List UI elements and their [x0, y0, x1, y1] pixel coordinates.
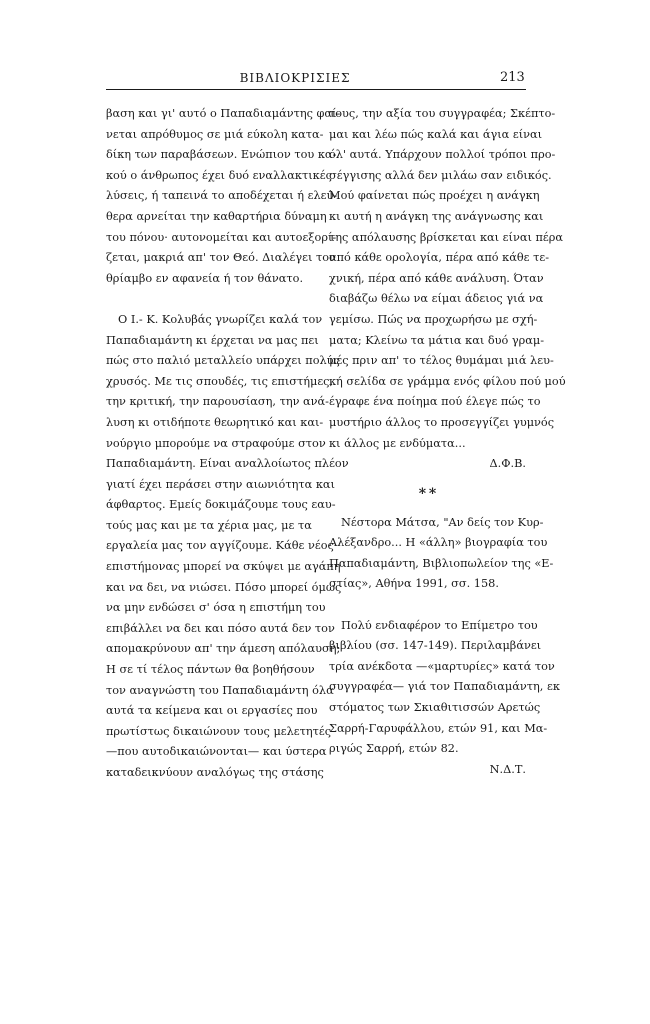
page-number: 213	[500, 70, 525, 85]
text-line: ματα; Κλείνω τα μάτια και δυό γραμ-	[329, 333, 545, 347]
text-line: πρωτίστως δικαιώνουν τους μελετητές	[106, 724, 332, 738]
text-line: χρυσός. Με τις σπουδές, τις επιστήμες,	[106, 374, 334, 388]
text-line: λύσεις, ή ταπεινά το αποδέχεται ή ελεύ-	[106, 189, 338, 203]
author-initials: Δ.Φ.Β.	[489, 457, 526, 471]
text-line: της απόλαυσης βρίσκεται και είναι πέρα	[329, 230, 564, 244]
text-line: ζεται, μακριά απ' τον Θεό. Διαλέγει τον	[106, 251, 336, 265]
text-line: βιβλίου (σσ. 147-149). Περιλαμβάνει	[329, 639, 542, 653]
text-line: κή σελίδα σε γράμμα ενός φίλου πού μού	[329, 374, 566, 388]
text-line: γεμίσω. Πώς να προχωρήσω με σχή-	[329, 312, 538, 326]
text-line: μυστήριο άλλος το προσεγγίζει γυμνός	[329, 415, 555, 429]
text-line: γιατί έχει περάσει στην αιωνιότητα και	[106, 477, 335, 491]
book-reference	[329, 513, 554, 595]
text-line: πώς στο παλιό μεταλλείο υπάρχει πολύς	[106, 354, 340, 368]
author-initials: Ν.Δ.Τ.	[489, 762, 526, 776]
text-line: Μού φαίνεται πώς προέχει η ανάγκη	[329, 189, 540, 203]
text-line: Παπαδιαμάντη κι έρχεται να μας πει	[106, 333, 319, 347]
text-line: τον αναγνώστη του Παπαδιαμάντη όλα	[106, 683, 334, 697]
text-line: απομακρύνουν απ' την άμεση απόλαυση;	[106, 642, 341, 656]
paragraph-gap	[106, 289, 302, 310]
text-line: καταδεικνύουν αναλόγως της στάσης	[106, 766, 324, 779]
text-line: Η σε τί τέλος πάντων θα βοηθήσουν	[106, 663, 315, 677]
paragraph-gap	[329, 595, 526, 616]
text-line: ριγώς Σαρρή, ετών 82.	[329, 742, 459, 756]
text-line: λυση κι οτιδήποτε θεωρητικό και και-	[106, 415, 324, 429]
text-line: επιστήμονας μπορεί να σκύψει με αγάπη	[106, 560, 341, 574]
right-column	[329, 104, 566, 780]
text-line: δίκη των παραβάσεων. Ενώπιον του κα-	[106, 148, 337, 162]
text-line: τρία ανέκδοτα —«μαρτυρίες» κατά τον	[329, 659, 555, 673]
paragraph-left-1	[106, 104, 341, 289]
text-line: Παπαδιαμάντη, Βιβλιοπωλείον της «Ε-	[329, 556, 554, 570]
text-line: Σαρρή-Γαρυφάλλου, ετών 91, και Μα-	[329, 721, 548, 735]
text-line: τους, την αξία του συγγραφέα; Σκέπτο-	[329, 107, 556, 120]
header-rule	[106, 89, 526, 90]
text-line: Ο Ι.- Κ. Κολυβάς γνωρίζει καλά τον	[118, 312, 323, 326]
text-line: και να δει, να νιώσει. Πόσο μπορεί όμως	[106, 580, 342, 594]
text-line: συγγραφέα— γιά τον Παπαδιαμάντη, εκ	[329, 680, 560, 694]
text-line: στίας», Αθήνα 1991, σσ. 158.	[329, 577, 499, 591]
text-line: τούς μας και με τα χέρια μας, με τα	[106, 518, 312, 532]
text-line: να μην ενδώσει σ' όσα η επιστήμη του	[106, 601, 326, 615]
text-line: Αλέξανδρο... Η «άλλη» βιογραφία του	[329, 536, 548, 550]
text-line: Παπαδιαμάντη. Είναι αναλλοίωτος πλέον	[106, 457, 349, 471]
section-separator: * *	[418, 485, 437, 502]
text-line: χνική, πέρα από κάθε ανάλυση. Όταν	[329, 271, 544, 285]
text-line: θρίαμβο εν αφανεία ή τον θάνατο.	[106, 271, 304, 285]
text-line: όλ' αυτά. Υπάρχουν πολλοί τρόποι προ-	[329, 148, 556, 162]
paragraph-left-2	[106, 310, 349, 784]
text-line: του πόνου· αυτονομείται και αυτοεξορί-	[106, 230, 337, 244]
text-line: νούργιο μπορούμε να στραφούμε στον	[106, 436, 326, 450]
text-line: κι άλλος με ενδύματα...	[329, 436, 466, 450]
running-header-title: ΒΙΒΛΙΟΚΡΙΣΙΕΣ	[239, 71, 351, 85]
text-line: κού ο άνθρωπος έχει δυό εναλλακτικές	[106, 168, 332, 182]
text-line: σέγγισης αλλά δεν μιλάω σαν ειδικός.	[329, 168, 552, 182]
text-line: την κριτική, την παρουσίαση, την ανά-	[106, 395, 329, 409]
text-line: στόματος των Σκιαθιτισσών Αρετώς	[329, 701, 541, 715]
text-line: εργαλεία μας τον αγγίζουμε. Κάθε νέος	[106, 539, 334, 553]
text-line: από κάθε ορολογία, πέρα από κάθε τε-	[329, 251, 550, 265]
text-line: μές πριν απ' το τέλος θυμάμαι μιά λευ-	[329, 354, 554, 368]
text-line: διαβάζω θέλω να είμαι άδειος γιά να	[329, 292, 544, 306]
text-line: έγραφε ένα ποίημα πού έλεγε πώς το	[329, 395, 541, 409]
text-line: μαι και λέω πώς καλά και άγια είναι	[329, 127, 543, 141]
paragraph-right-1	[329, 104, 566, 454]
text-line: κι αυτή η ανάγκη της ανάγνωσης και	[329, 209, 544, 223]
left-column	[106, 104, 349, 784]
text-line: βαση και γι' αυτό ο Παπαδιαμάντης φαί-	[106, 107, 341, 120]
text-line: επιβάλλει να δει και πόσο αυτά δεν τον	[106, 621, 335, 635]
text-line: αυτά τα κείμενα και οι εργασίες που	[106, 704, 318, 718]
text-line: Πολύ ενδιαφέρον το Επίμετρο του	[341, 618, 538, 632]
text-line: άφθαρτος. Εμείς δοκιμάζουμε τους εαυ-	[106, 498, 336, 512]
text-line: Νέστορα Μάτσα, "Αν δείς τον Κυρ-	[341, 515, 544, 529]
text-line: —που αυτοδικαιώνονται— και ύστερα	[106, 745, 327, 759]
text-line: θερα αρνείται την καθαρτήρια δύναμη	[106, 209, 327, 223]
text-line: νεται απρόθυμος σε μιά εύκολη κατα-	[106, 127, 324, 141]
paragraph-right-2	[329, 616, 560, 760]
